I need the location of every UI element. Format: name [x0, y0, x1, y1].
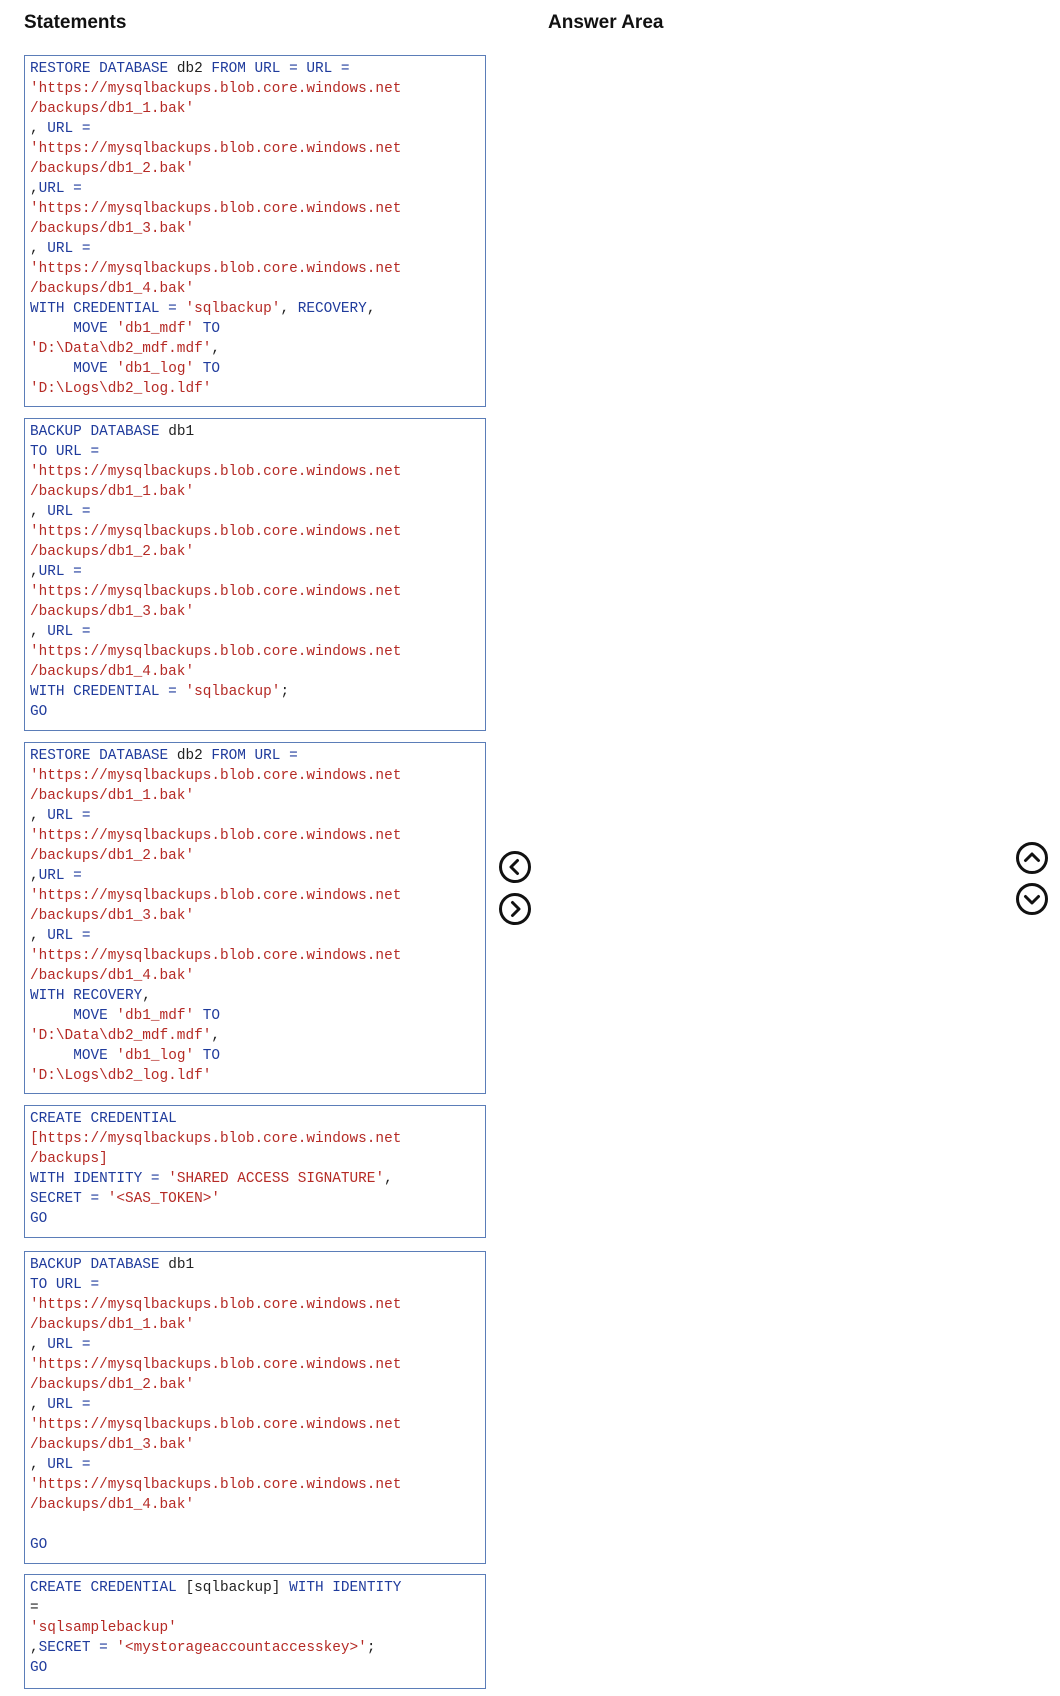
statement-box-restore-without-credential[interactable] [24, 742, 486, 1094]
code-token: [sqlbackup] [185, 1580, 290, 1596]
code-line [30, 1658, 485, 1678]
code-line [30, 379, 485, 399]
move-right-button[interactable] [499, 893, 531, 925]
code-token: /backups/db1_4.bak' [30, 1497, 195, 1513]
code-line [30, 1375, 485, 1395]
code-token: /backups/db1_4.bak' [30, 968, 195, 984]
code-token: 'SHARED ACCESS SIGNATURE' [168, 1171, 385, 1187]
code-token: db1 [168, 1257, 195, 1273]
code-token: 'sqlbackup' [185, 301, 281, 317]
code-line [30, 339, 485, 359]
code-token: , [30, 868, 39, 884]
code-line [30, 1455, 485, 1475]
code-token: , [211, 1028, 220, 1044]
code-token: /backups/db1_3.bak' [30, 908, 195, 924]
code-token: 'https://mysqlbackups.blob.core.windows.net [30, 948, 402, 964]
code-line [30, 662, 485, 682]
code-token: 'https://mysqlbackups.blob.core.windows.net [30, 524, 402, 540]
code-line [30, 766, 485, 786]
code-token: = [30, 1600, 39, 1616]
code-token: db2 [176, 748, 212, 764]
code-line [30, 359, 485, 379]
code-token: 'https://mysqlbackups.blob.core.windows.net [30, 1357, 402, 1373]
code-token: RESTORE DATABASE [30, 61, 177, 77]
code-token: CREATE CREDENTIAL [30, 1580, 186, 1596]
code-line [30, 702, 485, 722]
code-token: URL = [47, 504, 91, 520]
code-token: TO [202, 321, 221, 337]
code-line [30, 1578, 485, 1598]
code-token: TO [202, 1008, 221, 1024]
code-token: ; [280, 684, 290, 700]
code-token: URL = [47, 121, 91, 137]
code-line [30, 502, 485, 522]
code-token: 'https://mysqlbackups.blob.core.windows.net [30, 261, 402, 277]
move-up-button[interactable] [1016, 842, 1048, 874]
code-token [30, 321, 73, 337]
code-token: 'D:\Logs\db2_log.ldf' [30, 1068, 212, 1084]
code-token: 'db1_log' [116, 361, 203, 377]
answer-area-heading: Answer Area [548, 12, 664, 33]
code-line [30, 906, 485, 926]
code-token: 'https://mysqlbackups.blob.core.windows.net [30, 1297, 402, 1313]
code-token: , [30, 181, 39, 197]
code-line [30, 1275, 485, 1295]
statement-box-restore-with-credential[interactable] [24, 55, 486, 407]
code-token: , [30, 504, 48, 520]
code-token: /backups] [30, 1151, 108, 1167]
code-token: 'https://mysqlbackups.blob.core.windows.net [30, 1417, 402, 1433]
code-line [30, 642, 485, 662]
code-line [30, 1355, 485, 1375]
code-token: 'https://mysqlbackups.blob.core.windows.net [30, 584, 402, 600]
code-token: URL = [47, 1397, 91, 1413]
code-line [30, 319, 485, 339]
code-line [30, 1149, 485, 1169]
code-line [30, 786, 485, 806]
code-token: /backups/db1_1.bak' [30, 484, 195, 500]
code-line [30, 582, 485, 602]
code-token: URL = [47, 1457, 91, 1473]
chevron-up-icon [1019, 845, 1045, 871]
code-token: , [30, 624, 48, 640]
code-line [30, 1129, 485, 1149]
code-token: /backups/db1_4.bak' [30, 664, 195, 680]
code-token: , [30, 808, 48, 824]
code-token: /backups/db1_1.bak' [30, 788, 195, 804]
code-line [30, 159, 485, 179]
code-line [30, 1395, 485, 1415]
statement-box-create-credential-sas[interactable] [24, 1105, 486, 1238]
code-line [30, 1495, 485, 1515]
code-line [30, 1618, 485, 1638]
chevron-right-icon [502, 896, 528, 922]
code-token: , [30, 1640, 39, 1656]
code-line [30, 99, 485, 119]
code-line [30, 866, 485, 886]
code-line [30, 422, 485, 442]
code-token: , [30, 121, 48, 137]
code-token: URL = [47, 928, 91, 944]
code-token [30, 1048, 73, 1064]
code-token: RECOVERY [297, 301, 367, 317]
code-token: 'https://mysqlbackups.blob.core.windows.net [30, 1477, 402, 1493]
code-token: WITH IDENTITY = [30, 1171, 169, 1187]
code-token: 'sqlsamplebackup' [30, 1620, 177, 1636]
code-token: GO [30, 1660, 48, 1676]
code-token: '<SAS_TOKEN>' [107, 1191, 220, 1207]
code-token: 'https://mysqlbackups.blob.core.windows.net [30, 81, 402, 97]
code-line [30, 926, 485, 946]
code-line [30, 482, 485, 502]
code-token: 'D:\Logs\db2_log.ldf' [30, 381, 212, 397]
move-left-button[interactable] [499, 851, 531, 883]
code-line [30, 1006, 485, 1026]
code-token: , [366, 301, 376, 317]
code-line [30, 1169, 485, 1189]
code-line [30, 622, 485, 642]
code-token: 'db1_mdf' [116, 321, 203, 337]
code-token: , [211, 341, 220, 357]
code-token: MOVE [73, 321, 117, 337]
code-token: 'https://mysqlbackups.blob.core.windows.net [30, 888, 402, 904]
code-token: WITH IDENTITY [289, 1580, 402, 1596]
code-line [30, 1435, 485, 1455]
code-line [30, 1109, 485, 1129]
code-line [30, 1209, 485, 1229]
code-token: /backups/db1_2.bak' [30, 544, 195, 560]
code-token: , [142, 988, 151, 1004]
code-token: 'https://mysqlbackups.blob.core.windows.net [30, 768, 402, 784]
code-token: , [30, 564, 39, 580]
code-line [30, 462, 485, 482]
statement-box-backup-with-credential[interactable] [24, 418, 486, 731]
code-token: GO [30, 1211, 48, 1227]
code-token: MOVE [73, 1008, 117, 1024]
code-line [30, 299, 485, 319]
code-token: BACKUP DATABASE [30, 1257, 169, 1273]
code-token: WITH CREDENTIAL = [30, 301, 186, 317]
code-token: /backups/db1_4.bak' [30, 281, 195, 297]
code-line [30, 1515, 485, 1535]
statements-heading: Statements [24, 12, 127, 33]
code-line [30, 806, 485, 826]
code-token: 'https://mysqlbackups.blob.core.windows.net [30, 464, 402, 480]
code-token: MOVE [73, 1048, 117, 1064]
statement-box-backup-without-credential[interactable] [24, 1251, 486, 1564]
code-token: URL = [38, 564, 82, 580]
code-token: , [30, 928, 48, 944]
code-token: , [30, 1457, 48, 1473]
code-token: 'D:\Data\db2_mdf.mdf' [30, 341, 212, 357]
code-token: 'https://mysqlbackups.blob.core.windows.net [30, 141, 402, 157]
code-token: /backups/db1_3.bak' [30, 604, 195, 620]
code-token: TO [202, 361, 221, 377]
code-line [30, 522, 485, 542]
code-line [30, 1535, 485, 1555]
code-token: SECRET = [38, 1640, 117, 1656]
code-token: ; [366, 1640, 376, 1656]
code-token: 'db1_mdf' [116, 1008, 203, 1024]
code-token: GO [30, 1537, 48, 1553]
code-token: /backups/db1_2.bak' [30, 848, 195, 864]
code-line [30, 239, 485, 259]
code-token: , [30, 1397, 48, 1413]
code-token: WITH CREDENTIAL = [30, 684, 186, 700]
chevron-left-icon [502, 854, 528, 880]
code-line [30, 59, 485, 79]
code-token: GO [30, 704, 48, 720]
code-line [30, 259, 485, 279]
code-line [30, 119, 485, 139]
code-line [30, 1315, 485, 1335]
code-line [30, 1475, 485, 1495]
code-token: URL = [38, 868, 82, 884]
code-line [30, 746, 485, 766]
code-token: 'https://mysqlbackups.blob.core.windows.net [30, 644, 402, 660]
code-token: 'https://mysqlbackups.blob.core.windows.net [30, 828, 402, 844]
code-token: BACKUP DATABASE [30, 424, 169, 440]
code-token: URL = [47, 1337, 91, 1353]
code-line [30, 1335, 485, 1355]
code-line [30, 139, 485, 159]
code-line [30, 219, 485, 239]
code-token: TO URL = [30, 1277, 100, 1293]
code-line [30, 1189, 485, 1209]
code-token: CREATE CREDENTIAL [30, 1111, 177, 1127]
code-token: URL = [47, 241, 91, 257]
code-line [30, 682, 485, 702]
code-token: FROM URL = [211, 748, 298, 764]
code-token [30, 361, 73, 377]
code-token: TO URL = [30, 444, 100, 460]
code-token: TO [202, 1048, 221, 1064]
code-line [30, 1026, 485, 1046]
code-token: 'https://mysqlbackups.blob.core.windows.net [30, 201, 402, 217]
code-token: /backups/db1_2.bak' [30, 1377, 195, 1393]
code-line [30, 1046, 485, 1066]
code-token: db2 [176, 61, 212, 77]
code-token: '<mystorageaccountaccesskey>' [116, 1640, 367, 1656]
code-line [30, 442, 485, 462]
code-token: [https://mysqlbackups.blob.core.windows.net [30, 1131, 402, 1147]
code-line [30, 279, 485, 299]
code-token: /backups/db1_1.bak' [30, 1317, 195, 1333]
code-token: , [280, 301, 298, 317]
code-line [30, 1598, 485, 1618]
code-token: , [30, 1337, 48, 1353]
code-line [30, 886, 485, 906]
code-token [30, 1008, 73, 1024]
code-line [30, 1415, 485, 1435]
code-token: , [384, 1171, 393, 1187]
code-token: RESTORE DATABASE [30, 748, 177, 764]
code-line [30, 966, 485, 986]
code-token: /backups/db1_3.bak' [30, 1437, 195, 1453]
code-line [30, 562, 485, 582]
chevron-down-icon [1019, 886, 1045, 912]
code-line [30, 986, 485, 1006]
code-line [30, 846, 485, 866]
code-token: MOVE [73, 361, 117, 377]
code-token: URL = [47, 624, 91, 640]
code-line [30, 542, 485, 562]
code-line [30, 826, 485, 846]
code-line [30, 1638, 485, 1658]
code-token: /backups/db1_1.bak' [30, 101, 195, 117]
code-line [30, 199, 485, 219]
code-line [30, 602, 485, 622]
code-token: 'db1_log' [116, 1048, 203, 1064]
code-token: /backups/db1_3.bak' [30, 221, 195, 237]
code-token: db1 [168, 424, 195, 440]
code-token: WITH RECOVERY [30, 988, 143, 1004]
statement-box-create-credential-storage-key[interactable] [24, 1574, 486, 1689]
code-token: URL = [47, 808, 91, 824]
move-down-button[interactable] [1016, 883, 1048, 915]
code-token: FROM URL = URL = [211, 61, 350, 77]
code-token: 'D:\Data\db2_mdf.mdf' [30, 1028, 212, 1044]
code-token: /backups/db1_2.bak' [30, 161, 195, 177]
code-token: , [30, 241, 48, 257]
code-line [30, 946, 485, 966]
code-token: SECRET = [30, 1191, 108, 1207]
code-line [30, 1295, 485, 1315]
code-token: URL = [38, 181, 82, 197]
code-line [30, 1255, 485, 1275]
code-token: 'sqlbackup' [185, 684, 281, 700]
code-line [30, 1066, 485, 1086]
code-line [30, 179, 485, 199]
code-line [30, 79, 485, 99]
